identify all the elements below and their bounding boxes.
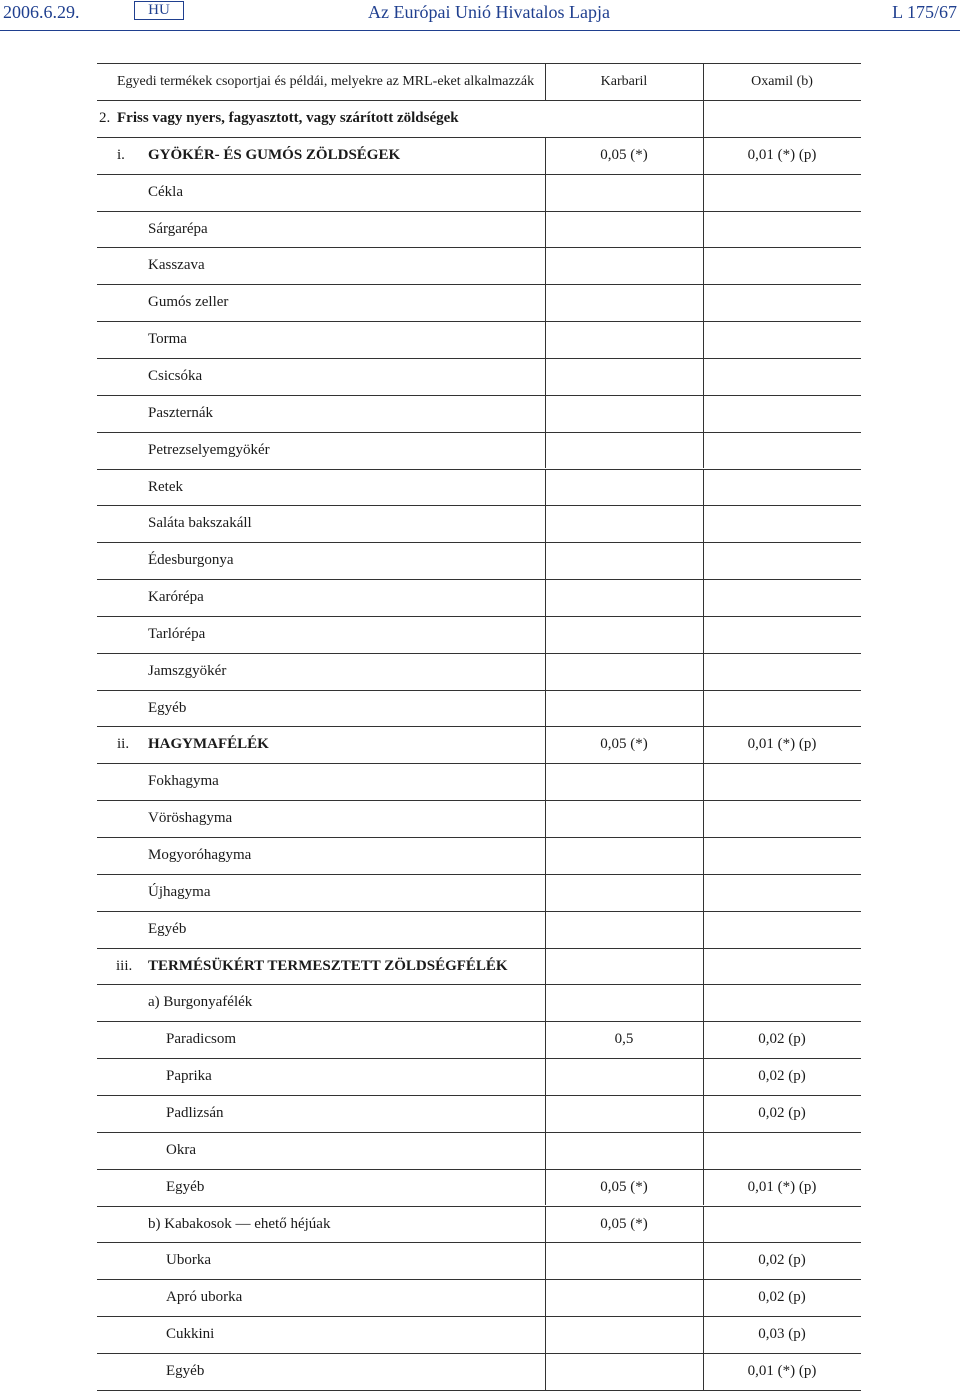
column-divider [545,579,546,616]
table-row [0,1095,960,1132]
column-divider [545,1095,546,1132]
row-label: Egyéb [166,1178,205,1195]
column-divider [545,763,546,800]
column-divider [703,911,704,948]
column-divider [703,984,704,1021]
column-divider [545,1242,546,1279]
row-label: Cukkini [166,1326,215,1343]
column-divider [545,284,546,321]
karbaril-column-header: Karbaril [600,74,648,89]
row-rule [97,469,861,470]
table-row [0,1353,960,1390]
column-divider [703,100,704,137]
table-row [0,726,960,763]
oxamil-value: 0,01 (*) (p) [747,1362,817,1379]
table-row [0,653,960,690]
column-divider [703,763,704,800]
row-label: Jamszgyökér [148,662,227,679]
column-divider [545,616,546,653]
row-label: Édesburgonya [148,552,234,569]
table-row [0,911,960,948]
table-row [0,358,960,395]
row-number: iii. [116,957,133,974]
row-label: Saláta bakszakáll [148,515,252,532]
column-divider [545,1316,546,1353]
column-divider [703,874,704,911]
oxamil-value: 0,03 (p) [758,1326,806,1343]
table-row [0,874,960,911]
row-label: b) Kabakosok — ehető héjúak [148,1215,331,1232]
page-reference: L 175/67 [892,2,957,22]
row-label: Padlizsán [166,1104,224,1121]
column-divider [545,1279,546,1316]
row-label: Apró uborka [166,1289,243,1306]
row-label: HAGYMAFÉLÉK [148,736,269,753]
row-label: Egyéb [148,699,187,716]
table-row [0,1242,960,1279]
row-label: Okra [166,1141,196,1158]
row-number: ii. [117,736,130,753]
karbaril-value: 0,05 (*) [600,146,648,163]
table-row [0,1169,960,1206]
column-divider [703,247,704,284]
page-header [0,0,960,32]
karbaril-value: 0,5 [614,1031,634,1048]
column-divider [703,948,704,985]
oxamil-value: 0,01 (*) (p) [747,1178,817,1195]
row-label: Uborka [166,1252,211,1269]
column-divider [545,174,546,211]
row-rule [97,616,861,617]
table-row [0,284,960,321]
table-row [0,616,960,653]
table-row [0,1279,960,1316]
row-label: Cékla [148,183,183,200]
column-divider [545,542,546,579]
column-divider [703,837,704,874]
oxamil-value: 0,02 (p) [758,1031,806,1048]
oxamil-column-header: Oxamil (b) [751,74,813,89]
row-rule [97,321,861,322]
journal-title: Az Európai Unió Hivatalos Lapja [368,2,610,22]
row-rule [97,247,861,248]
karbaril-value: 0,05 (*) [600,736,648,753]
table-row [0,837,960,874]
row-rule [97,1132,861,1133]
table-row [0,1132,960,1169]
column-divider [703,432,704,469]
table-row [0,1206,960,1243]
row-label: Retek [148,478,183,495]
row-label: Karórépa [148,589,204,606]
column-divider [545,837,546,874]
row-label: Sárgarépa [148,220,208,237]
row-label: Egyéb [148,920,187,937]
column-divider [545,984,546,1021]
table-row [0,763,960,800]
table-row [0,395,960,432]
column-divider [545,874,546,911]
column-divider [703,211,704,248]
column-divider [703,800,704,837]
table-row [0,469,960,506]
row-label: Csicsóka [148,367,203,384]
table-row [0,100,960,137]
row-label: a) Burgonyafélék [148,994,253,1011]
table-row [0,984,960,1021]
row-label: Torma [148,331,187,348]
row-label: Újhagyma [148,883,211,900]
column-divider [703,174,704,211]
header-rule [0,30,960,31]
oxamil-value: 0,02 (p) [758,1252,806,1269]
column-divider [545,800,546,837]
column-divider [545,1132,546,1169]
column-divider [545,911,546,948]
table-row [0,542,960,579]
column-divider [545,469,546,506]
table-row [0,321,960,358]
table-header-row [0,63,960,100]
row-label: Paprika [166,1068,212,1085]
column-divider [703,284,704,321]
row-label: Paradicsom [166,1031,236,1048]
column-divider [545,1058,546,1095]
row-label: Kasszava [148,257,205,274]
table-row [0,690,960,727]
oxamil-value: 0,01 (*) (p) [747,146,817,163]
row-rule [97,874,861,875]
column-divider [703,395,704,432]
oxamil-value: 0,02 (p) [758,1289,806,1306]
column-divider [545,247,546,284]
column-divider [545,690,546,727]
column-divider [703,616,704,653]
column-divider [703,579,704,616]
table-row [0,1021,960,1058]
row-number: i. [117,146,125,163]
row-rule [97,579,861,580]
column-divider [703,321,704,358]
row-label: Gumós zeller [148,294,229,311]
column-divider [545,395,546,432]
table-row [0,137,960,174]
column-divider [703,469,704,506]
group-column-header: Egyedi termékek csoportjai és példái, melyekre az MRL-eket alkalmazzák [117,74,535,89]
row-rule [97,911,861,912]
row-label: Paszternák [148,404,213,421]
column-divider [703,690,704,727]
table-row [0,579,960,616]
row-rule [97,174,861,175]
column-divider [545,948,546,985]
oxamil-value: 0,02 (p) [758,1104,806,1121]
column-divider [703,542,704,579]
language-badge: HU [134,1,184,20]
table-row [0,1058,960,1095]
row-label: Egyéb [166,1362,205,1379]
publication-date: 2006.6.29. [3,2,80,22]
row-label: TERMÉSÜKÉRT TERMESZTETT ZÖLDSÉGFÉLÉK [148,957,508,974]
oxamil-value: 0,01 (*) (p) [747,736,817,753]
table-row [0,247,960,284]
table-row [0,948,960,985]
column-divider [545,358,546,395]
column-divider [545,211,546,248]
column-divider [545,321,546,358]
row-rule [97,211,861,212]
column-divider [703,358,704,395]
table-row [0,174,960,211]
column-divider [545,505,546,542]
column-divider [703,1206,704,1243]
table-row [0,800,960,837]
column-divider [545,432,546,469]
row-rule [97,690,861,691]
table-row [0,505,960,542]
row-label: Vöröshagyma [148,810,233,827]
row-label: Tarlórépa [148,625,206,642]
row-label: Fokhagyma [148,773,219,790]
column-divider [703,653,704,690]
row-label: Petrezselyemgyökér [148,441,270,458]
table-row [0,1316,960,1353]
row-number: 2. [99,110,111,126]
row-label: GYÖKÉR- ÉS GUMÓS ZÖLDSÉGEK [148,146,401,163]
column-divider [703,505,704,542]
column-divider [545,653,546,690]
column-divider [703,1132,704,1169]
row-rule [97,358,861,359]
row-label: Mogyoróhagyma [148,847,252,863]
table-row [0,432,960,469]
karbaril-value: 0,05 (*) [600,1178,648,1195]
table-row [0,211,960,248]
column-divider [545,1353,546,1390]
row-label: Friss vagy nyers, fagyasztott, vagy szárított zöldségek [117,110,459,126]
karbaril-value: 0,05 (*) [600,1215,648,1232]
oxamil-value: 0,02 (p) [758,1068,806,1085]
